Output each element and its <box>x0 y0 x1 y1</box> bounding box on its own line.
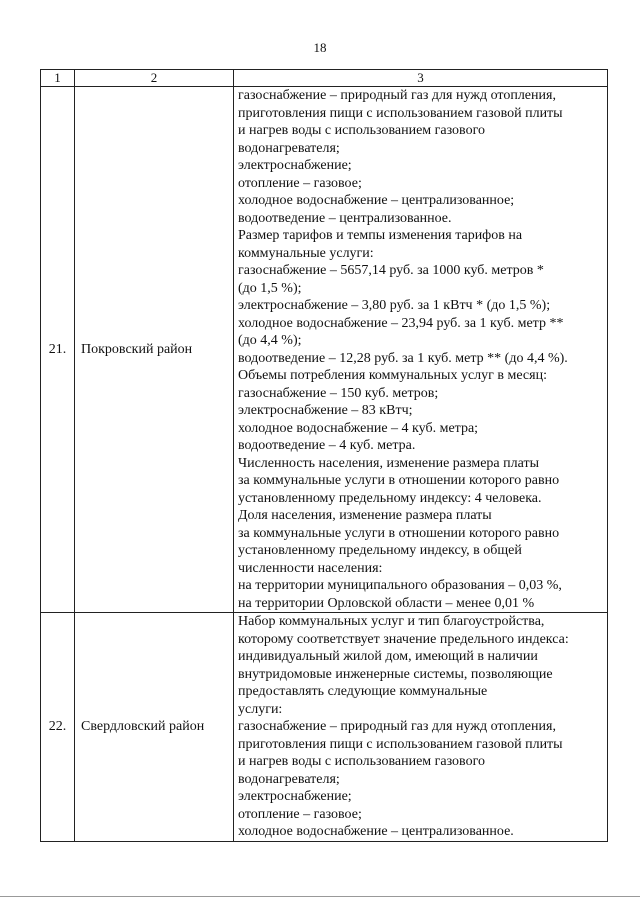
content-line: численности населения: <box>238 560 383 576</box>
content-line: газоснабжение – природный газ для нужд отопления, <box>238 88 556 103</box>
content-line: холодное водоснабжение – 4 куб. метра; <box>238 420 479 436</box>
content-line: газоснабжение – природный газ для нужд отопления, <box>238 719 556 734</box>
content-line: и нагрев воды с использованием газового <box>238 754 485 769</box>
row-content <box>234 87 608 613</box>
tariff-table <box>40 69 608 842</box>
content-line: Набор коммунальных услуг и тип благоустройства, <box>238 614 545 629</box>
content-line: (до 1,5 %); <box>238 280 302 296</box>
table-header-row <box>41 70 608 87</box>
content-line: за коммунальные услуги в отношении которого равно <box>238 473 560 488</box>
page-bottom-rule <box>0 896 640 897</box>
content-line: коммунальные услуги: <box>238 245 374 261</box>
content-line: которому соответствует значение предельного индекса: <box>238 631 569 647</box>
content-line: приготовления пищи с использованием газовой плиты <box>238 105 563 121</box>
content-line: Численность населения, изменение размера платы <box>238 455 539 471</box>
district-name: Свердловский район <box>75 613 234 842</box>
content-line: отопление – газовое; <box>238 806 362 822</box>
content-line: водоотведение – 12,28 руб. за 1 куб. метр ** (до 4,4 %). <box>238 350 568 366</box>
district-name: Покровский район <box>75 87 234 613</box>
column-header: 1 <box>41 70 75 87</box>
content-line: и нагрев воды с использованием газового <box>238 123 485 138</box>
content-line: отопление – газовое; <box>238 175 362 191</box>
content-line: Объемы потребления коммунальных услуг в месяц: <box>238 368 547 383</box>
content-line: электроснабжение – 3,80 руб. за 1 кВтч * (до 1,5 %); <box>238 298 551 313</box>
content-line: газоснабжение – 5657,14 руб. за 1000 куб. метров * <box>238 263 544 278</box>
content-line: электроснабжение; <box>238 158 352 173</box>
content-line: водонагревателя; <box>238 771 340 787</box>
content-line: газоснабжение – 150 куб. метров; <box>238 385 439 401</box>
content-line: Доля населения, изменение размера платы <box>238 508 492 523</box>
column-header: 2 <box>75 70 234 87</box>
content-line: приготовления пищи с использованием газовой плиты <box>238 736 563 752</box>
table-row <box>41 613 608 842</box>
row-number: 21. <box>41 87 75 613</box>
content-line: водонагревателя; <box>238 140 340 156</box>
content-line: на территории Орловской области – менее 0,01 % <box>238 595 535 611</box>
content-line: установленному предельному индексу, в общей <box>238 543 522 558</box>
content-line: электроснабжение; <box>238 789 352 804</box>
content-line: услуги: <box>238 701 283 717</box>
content-line: водоотведение – 4 куб. метра. <box>238 438 416 453</box>
table-row <box>41 87 608 613</box>
content-line: предоставлять следующие коммунальные <box>238 684 488 699</box>
content-line: индивидуальный жилой дом, имеющий в наличии <box>238 649 538 664</box>
content-line: за коммунальные услуги в отношении которого равно <box>238 525 560 541</box>
page-number: 18 <box>313 40 327 55</box>
content-line: холодное водоснабжение – централизованное; <box>238 193 515 208</box>
content-line: холодное водоснабжение – 23,94 руб. за 1 куб. метр ** <box>238 315 564 331</box>
row-number: 22. <box>41 613 75 842</box>
content-line: Размер тарифов и темпы изменения тарифов на <box>238 228 523 243</box>
content-line: установленному предельному индексу: 4 человека. <box>238 490 542 506</box>
content-line: холодное водоснабжение – централизованное. <box>238 824 514 839</box>
content-line: на территории муниципального образования – 0,03 %, <box>238 578 562 593</box>
content-line: внутридомовые инженерные системы, позволяющие <box>238 666 553 682</box>
row-content <box>234 613 608 842</box>
content-line: водоотведение – централизованное. <box>238 210 452 226</box>
content-line: электроснабжение – 83 кВтч; <box>238 403 413 418</box>
column-header: 3 <box>234 70 608 87</box>
content-line: (до 4,4 %); <box>238 333 302 348</box>
